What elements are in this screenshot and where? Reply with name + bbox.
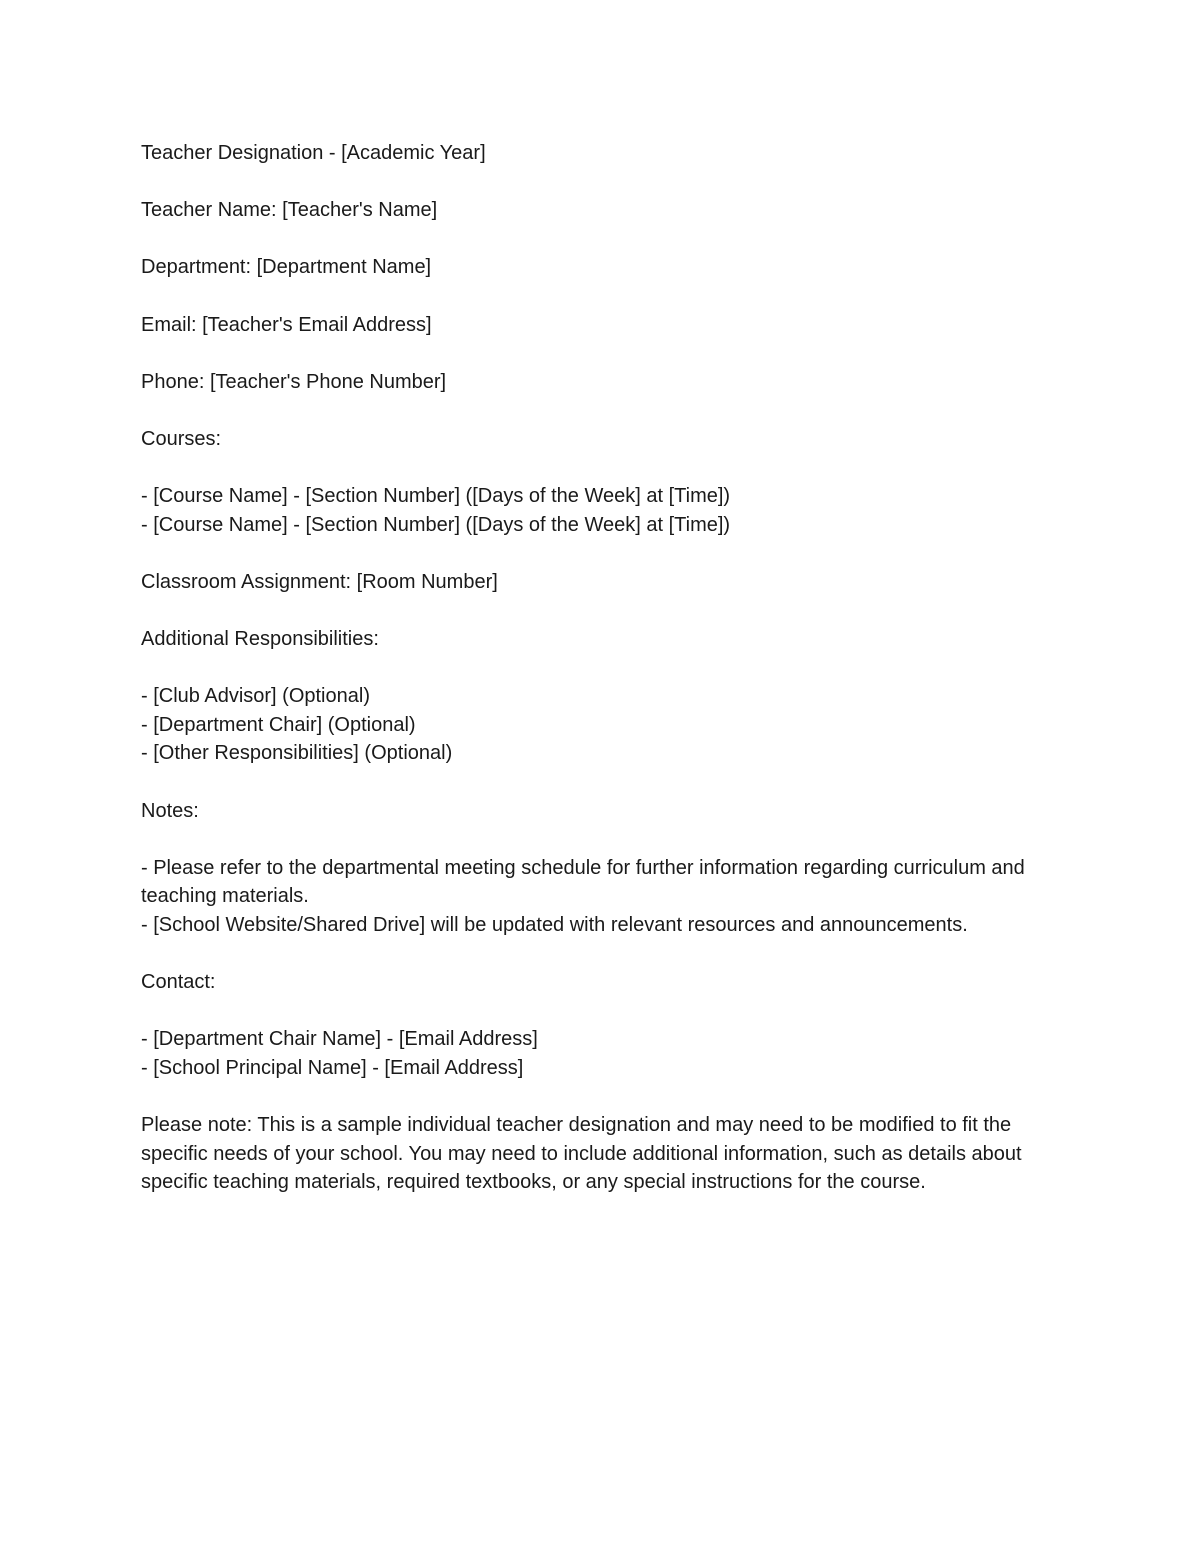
notes-list xyxy=(141,854,1061,940)
contact-list xyxy=(141,1025,1061,1082)
closing-note: Please note: This is a sample individual teacher designation and may need to be modified to fit the specific needs of your school. You may need to include additional information, such as details about specific teaching materials, required textbooks, or any special instructions for the course. xyxy=(141,1114,1022,1194)
contact-item: - [School Principal Name] - [Email Address] xyxy=(141,1057,524,1079)
note-item: - [School Website/Shared Drive] will be updated with relevant resources and announcements. xyxy=(141,914,968,937)
responsibilities-heading: Additional Responsibilities: xyxy=(141,628,379,651)
teacher-name-line: Teacher Name: [Teacher's Name] xyxy=(141,199,438,222)
courses-heading: Courses: xyxy=(141,427,222,450)
email-line: Email: [Teacher's Email Address] xyxy=(141,313,432,336)
note-item: - Please refer to the departmental meeting schedule for further information regarding curriculum and teaching materials. xyxy=(141,856,1025,908)
classroom-line: Classroom Assignment: [Room Number] xyxy=(141,570,498,593)
courses-list xyxy=(141,482,1061,539)
course-item: - [Course Name] - [Section Number] ([Days of the Week] at [Time]) xyxy=(141,485,731,508)
notes-heading: Notes: xyxy=(141,799,199,822)
course-item: - [Course Name] - [Section Number] ([Days of the Week] at [Time]) xyxy=(141,513,731,536)
contact-heading: Contact: xyxy=(141,971,216,994)
responsibility-item: - [Department Chair] (Optional) xyxy=(141,713,416,736)
document-title: Teacher Designation - [Academic Year] xyxy=(141,142,486,164)
responsibilities-list xyxy=(141,682,1061,768)
department-line: Department: [Department Name] xyxy=(141,256,432,279)
document-body xyxy=(141,139,1061,1197)
contact-item: - [Department Chair Name] - [Email Address] xyxy=(141,1028,538,1051)
responsibility-item: - [Club Advisor] (Optional) xyxy=(141,685,370,708)
responsibility-item: - [Other Responsibilities] (Optional) xyxy=(141,742,453,765)
phone-line: Phone: [Teacher's Phone Number] xyxy=(141,370,447,393)
